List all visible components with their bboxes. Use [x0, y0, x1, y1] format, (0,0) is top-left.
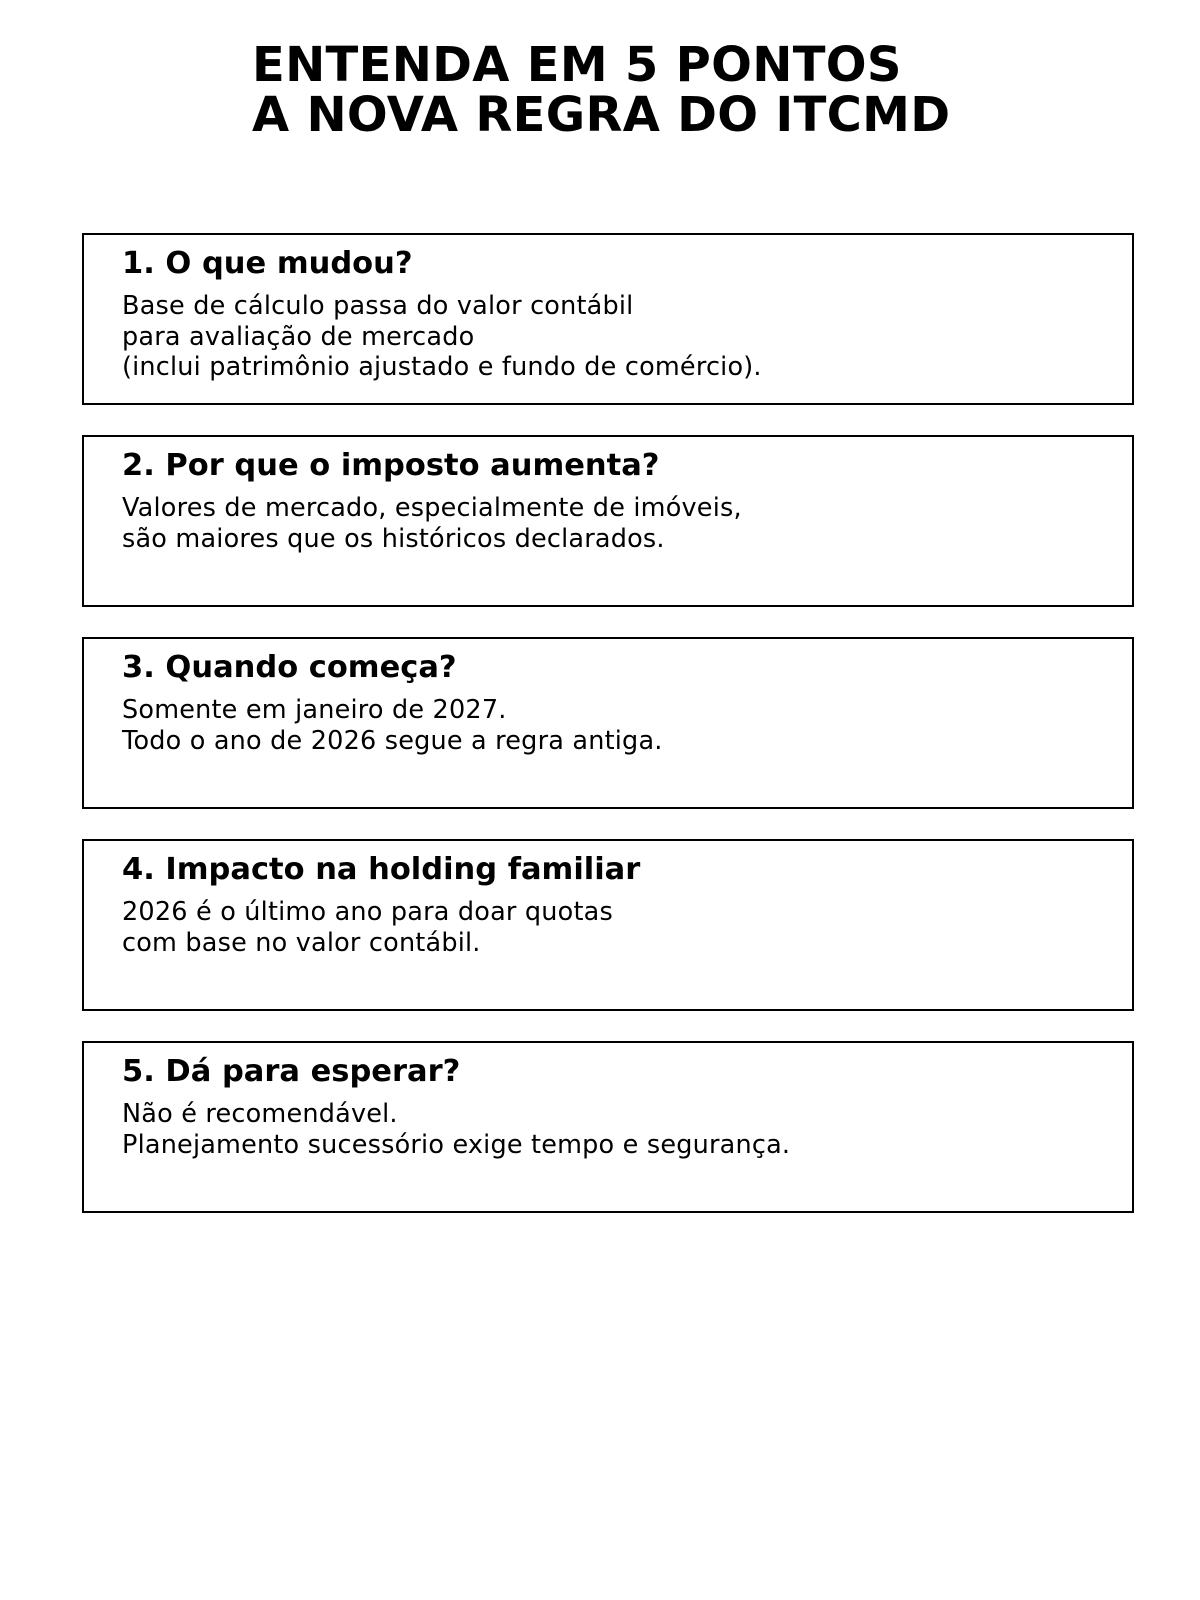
point-heading: 1. O que mudou? [122, 246, 413, 281]
point-description-line: (inclui patrimônio ajustado e fundo de comércio). [122, 352, 762, 382]
point-heading: 2. Por que o imposto aumenta? [122, 448, 660, 483]
point-description [122, 493, 1112, 554]
point-description-line: são maiores que os históricos declarados. [122, 523, 665, 554]
point-description-line: 2026 é o último ano para doar quotas [122, 897, 613, 927]
point-card-2 [82, 435, 1134, 607]
point-description [122, 695, 1112, 756]
point-card-1 [82, 233, 1134, 405]
page-title [252, 37, 951, 143]
point-description-line: Valores de mercado, especialmente de imóveis, [122, 493, 742, 523]
points-list [82, 233, 1134, 1243]
point-card-3 [82, 637, 1134, 809]
point-description [122, 1099, 1112, 1160]
point-description-line: Somente em janeiro de 2027. [122, 695, 507, 725]
point-description-line: para avaliação de mercado [122, 321, 475, 352]
point-description-line: Todo o ano de 2026 segue a regra antiga. [122, 725, 663, 756]
point-description-line: Base de cálculo passa do valor contábil [122, 291, 634, 321]
point-card-4 [82, 839, 1134, 1011]
point-description-line: com base no valor contábil. [122, 927, 481, 958]
point-description-line: Planejamento sucessório exige tempo e segurança. [122, 1129, 791, 1160]
point-description [122, 291, 1112, 383]
point-description [122, 897, 1112, 958]
page-title-line-2: A NOVA REGRA DO ITCMD [252, 87, 951, 143]
point-description-line: Não é recomendável. [122, 1099, 398, 1129]
point-heading: 5. Dá para esperar? [122, 1054, 461, 1089]
point-heading: 4. Impacto na holding familiar [122, 852, 641, 887]
point-heading: 3. Quando começa? [122, 650, 457, 685]
point-card-5 [82, 1041, 1134, 1213]
page-title-line-1: ENTENDA EM 5 PONTOS [252, 37, 902, 93]
